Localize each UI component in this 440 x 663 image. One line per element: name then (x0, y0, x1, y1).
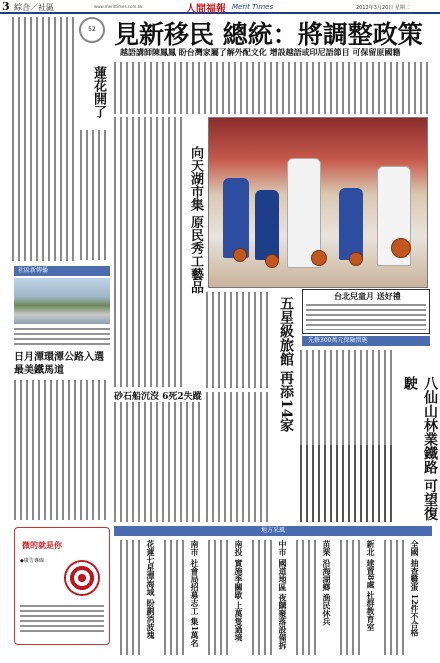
regional-article-text (296, 540, 320, 655)
lotus-column-title: 蓮花開了 (91, 66, 106, 118)
target-icon (64, 560, 100, 596)
regional-article-text (340, 540, 364, 655)
lotus-column-text (80, 130, 110, 260)
ad-subtitle: ◆廣告專線 (20, 558, 44, 564)
regional-headline: 新北 建置8處 社群教育室 (366, 540, 376, 632)
regional-headline: 南市 社會局招募志工 集1萬名 (190, 540, 200, 648)
market-article-text (206, 292, 272, 388)
rail-section-label: 社區新傳播 (14, 266, 110, 276)
sandship-headline: 砂石船沉沒 6死2失蹤 (114, 392, 202, 402)
rail-headline: 日月潭環潭公路入選最美鐵馬道 (14, 352, 104, 376)
regional-headline: 花蓮七星潭海域 盼劃消波塊 (146, 540, 156, 639)
market-column-title: 向天湖市集 原民秀工藝品 (188, 146, 203, 294)
lead-subhead: 越語講師陳鳳鳳 盼台灣家屬了解外配文化 增設越語或印尼語節目 可保留原國籍 (120, 48, 401, 57)
mountain-railway-title: 八仙山林業鐵路 可望復駛 (402, 376, 438, 521)
rail-photo (14, 278, 110, 324)
regional-headline: 全國 抽查雞蛋 12件不合格 (410, 540, 420, 637)
hotel-column-title: 五星級旅館 再添14家 (278, 296, 294, 433)
mountain-article-text (300, 445, 394, 522)
section-name: 綜合／社區 (14, 3, 54, 12)
ad-title: 微的就是你 (22, 541, 62, 550)
masthead-url: www.merittimes.com.tw (94, 4, 143, 9)
child-month-title: 台北兒童月 送好禮 (334, 292, 401, 301)
regional-headline: 中市 國道地區 夜購聚落設備拆 (278, 540, 288, 650)
ad-contact-text (20, 605, 104, 635)
lead-article-text (114, 62, 430, 114)
regional-headline: 南投 實施季關歇 上萬隻過境 (234, 540, 244, 642)
regional-article-text (120, 540, 144, 655)
lotus-badge: 52 (79, 17, 105, 43)
rail-caption (14, 328, 110, 348)
left-column-text (12, 17, 76, 261)
regional-article-text (208, 540, 232, 655)
lead-article-text-2 (114, 117, 182, 387)
rail-article-text (14, 380, 110, 520)
lead-headline: 見新移民 總統：將調整政策 (114, 20, 423, 49)
newspaper-logo-en: Merit Times (232, 3, 274, 11)
child-month-text (306, 304, 426, 330)
regional-headline: 苗栗 沿海湖鄉 漁民休兵 (322, 540, 332, 626)
regional-article-text (384, 540, 408, 655)
issue-date: 2012年3月20日 星期二 (356, 5, 410, 11)
sandship-article-text (114, 402, 202, 522)
basketball-photo (208, 117, 428, 288)
insurance-label: 先修300萬元保險措施 (302, 336, 430, 346)
hotel-article-text-left (206, 392, 272, 522)
regional-article-text (252, 540, 276, 655)
regional-section-bar: 地方采風 (114, 526, 432, 536)
regional-article-text (164, 540, 188, 655)
newspaper-logo: 人間福報 (186, 4, 226, 15)
page-number: 3 (2, 0, 10, 13)
